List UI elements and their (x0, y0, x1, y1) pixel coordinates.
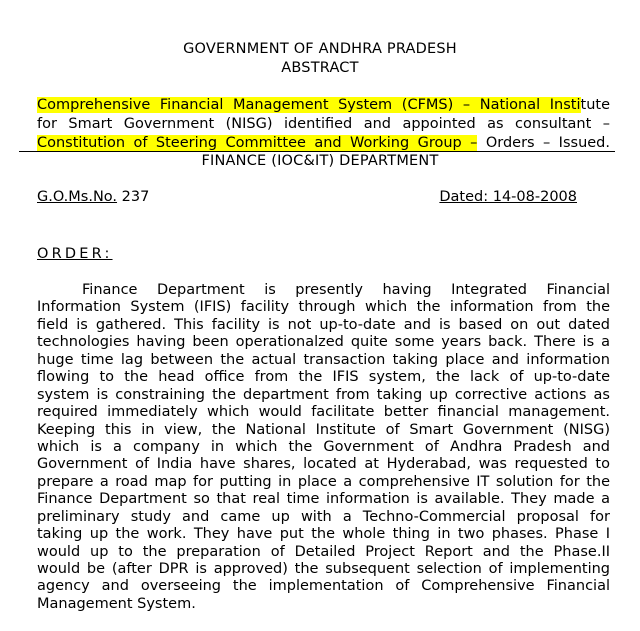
go-dated: Dated: 14-08-2008 (439, 189, 577, 205)
order-heading: ORDER: (37, 246, 113, 262)
subject-highlight-2: Constitution of Steering Committee and Working Group – (37, 135, 478, 151)
order-body-line: Government of India have shares, located at Hyderabad, was requested to (37, 456, 610, 473)
order-body-line: would be (after DPR is approved) the subsequent selection of implementing (37, 561, 610, 577)
order-body-line: huge time lag between the actual transaction taking place and information (37, 351, 610, 368)
order-body-line: Keeping this in view, the National Institute of Smart Government (NISG) (37, 421, 610, 438)
order-body-line: Finance Department so that real time information is available. They made a (37, 491, 610, 508)
subject-line-1 (37, 96, 610, 115)
subject-highlight-1: Comprehensive Financial Management System (CFMS) – National Insti (37, 97, 581, 113)
subject-line-3-rest: Orders – Issued. (477, 135, 610, 151)
subject-line-2: for Smart Government (NISG) identified and appointed as consultant – (37, 116, 610, 132)
order-body-line: taking up the work. They have put the whole thing in two phases. Phase I (37, 526, 610, 543)
order-body-line: system is constraining the department from taking up corrective actions as (37, 386, 610, 403)
order-body-line: agency and overseeing the implementation of Comprehensive Financial (37, 578, 610, 595)
order-body-line: field is gathered. This facility is not up-to-date and is based on out dated (37, 316, 610, 333)
order-body-line: would up to the preparation of Detailed Project Report and the Phase.II (37, 543, 610, 560)
order-body-line: which is a company in which the Government of Andhra Pradesh and (37, 438, 610, 455)
abstract-heading: ABSTRACT (281, 60, 359, 76)
order-body-line: flowing to the head office from the IFIS system, the lack of up-to-date (37, 369, 610, 386)
government-heading: GOVERNMENT OF ANDHRA PRADESH (183, 41, 457, 57)
subject-block (37, 96, 610, 153)
go-number-label: G.O.Ms.No. (37, 189, 118, 205)
order-body-line: technologies having been operationalzed quite some years back. There is a (37, 334, 610, 351)
department-heading: FINANCE (IOC&IT) DEPARTMENT (201, 153, 439, 169)
order-body-line: Finance Department is presently having Integrated Financial (82, 282, 610, 298)
go-number-value: 237 (117, 189, 150, 205)
order-body-line: preliminary study and came up with a Techno-Commercial proposal for (37, 508, 610, 525)
order-body (37, 282, 610, 613)
subject-line-1-rest: tute (580, 97, 610, 113)
order-body-line: required immediately which would facilitate better financial management. (37, 404, 610, 421)
order-body-line: prepare a road map for putting in place a comprehensive IT solution for the (37, 473, 610, 490)
order-body-line: Information System (IFIS) facility through which the information from the (37, 299, 610, 316)
go-number (37, 188, 149, 206)
order-body-line: Management System. (37, 595, 196, 612)
